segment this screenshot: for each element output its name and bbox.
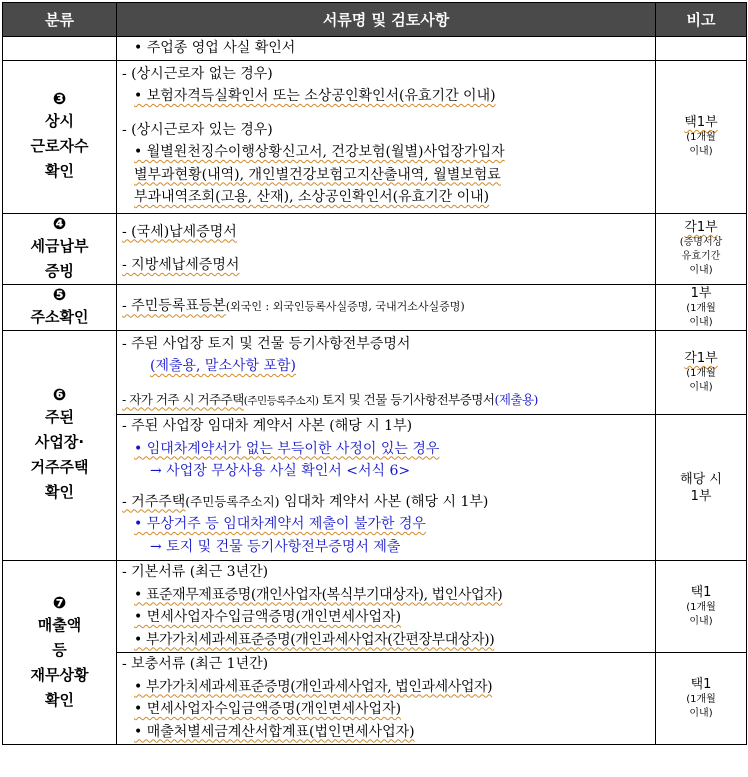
remark-cell-empty [656, 37, 747, 61]
header-remarks: 비고 [656, 3, 747, 37]
documents-cell-sec5 [117, 284, 656, 330]
remark-sub: 유효기간 [681, 251, 721, 262]
doc-line: - 거주주택 [122, 493, 186, 510]
doc-line: - 자가 거주 시 거주주택 [122, 391, 244, 407]
category-title-line: 상시 [45, 112, 74, 130]
table-row-sec3 [3, 60, 747, 213]
doc-line: - 보충서류 (최근 1년간) [122, 656, 269, 672]
remark-main: 각1부 [684, 220, 718, 235]
doc-line: • 표준재무제표증명(개인사업자(복식부기대상자), 법인사업자) [134, 586, 503, 603]
doc-line: - 주민등록표등본 [122, 298, 226, 315]
doc-line: • 매출처별세금계산서합계표(법인면세사업자) [134, 723, 415, 740]
doc-line: (제출용) [494, 391, 538, 407]
category-cell-sec6 [3, 330, 117, 561]
doc-line: - 지방세납세증명서 [122, 257, 240, 273]
remark-sub: (1개월 [686, 367, 716, 379]
remark-sub: 이내) [689, 265, 713, 276]
category-title-line: 재무상황 [30, 665, 89, 684]
remark-sub: 이내) [689, 146, 713, 157]
category-cell-sec3 [3, 60, 117, 213]
doc-line: - 주된 사업장 토지 및 건물 등기사항전부증명서 [122, 335, 411, 352]
documents-cell-sec3 [117, 60, 656, 213]
document-table [2, 2, 747, 745]
doc-line-note: (주민등록주소지) [243, 394, 319, 407]
table-row-sec7a [3, 561, 747, 653]
category-cell-sec4 [3, 213, 117, 284]
category-title-line: 확인 [45, 162, 74, 180]
doc-line: • 임대차계약서가 없는 부득이한 사정이 있는 경우 [134, 440, 440, 457]
remark-sub: 이내) [689, 616, 713, 627]
circled-number-5: ❺ [52, 284, 67, 304]
remark-sub: (1개월 [686, 132, 716, 143]
table-row-sec4 [3, 213, 747, 284]
header-category: 분류 [3, 3, 117, 37]
circled-number-4: ❹ [52, 213, 67, 233]
remark-cell-sec7a [656, 561, 747, 653]
doc-line-note: (주민등록주소지) [185, 493, 280, 509]
doc-line: 별부과현황(내역), 개인별건강보험고지산출내역, 월별보험료 [134, 166, 501, 183]
category-cell-empty [3, 37, 117, 61]
doc-line-note: (외국인 : 외국인등록사실증명, 국내거소사실증명) [225, 300, 465, 314]
doc-line: - 주된 사업장 임대차 계약서 사본 (해당 시 1부) [122, 418, 413, 434]
doc-line: → 토지 및 건물 등기사항전부증명서 제출 [150, 538, 401, 555]
remark-cell-sec6a [656, 330, 747, 415]
doc-line: • 부가가치세과세표준증명(개인과세사업자, 법인과세사업자) [134, 678, 493, 695]
remark-main: 택1부 [684, 115, 718, 130]
category-title-line: 거주주택 [30, 458, 89, 477]
table-header-row [3, 3, 747, 37]
doc-line: • 무상거주 등 임대차계약서 제출이 불가한 경우 [134, 516, 426, 532]
doc-line: • 주업종 영업 사실 확인서 [134, 40, 296, 56]
table-row-sec6a [3, 330, 747, 415]
documents-cell-sec6a [117, 330, 656, 415]
remark-cell-sec4 [656, 213, 747, 284]
remark-sub: (증명서상 [679, 237, 723, 248]
remark-sub: (1개월 [686, 694, 716, 705]
remark-main: 각1부 [684, 350, 718, 366]
remark-main: 해당 시 [680, 471, 722, 487]
documents-cell-sec7b [117, 653, 656, 745]
remark-cell-sec7b [656, 653, 747, 745]
doc-line: 부과내역조회(고용, 산재), 소상공인확인서(유효기간 이내) [134, 189, 490, 205]
remark-main: 1부 [690, 285, 712, 301]
remark-sub: 이내) [689, 708, 713, 719]
remark-cell-sec5 [656, 284, 747, 330]
doc-line: • 월별원천징수이행상황신고서, 건강보험(월별)사업장가입자 [134, 144, 505, 160]
category-cell-sec7 [3, 561, 117, 745]
doc-line: 임대차 계약서 사본 (해당 시 1부) [279, 493, 489, 510]
doc-line: • 보험자격득실확인서 또는 소상공인확인서(유효기간 이내) [134, 88, 496, 104]
category-title-line: 사업장· [34, 433, 85, 452]
circled-number-6: ❻ [52, 385, 67, 405]
category-cell-sec5 [3, 284, 117, 330]
header-documents: 서류명 및 검토사항 [117, 3, 656, 37]
documents-cell-sec7a [117, 561, 656, 653]
remark-main: 택1 [690, 585, 712, 600]
documents-cell-sec4 [117, 213, 656, 284]
circled-number-7: ❼ [52, 592, 67, 612]
doc-line: - 기본서류 (최근 3년간) [122, 564, 269, 580]
remark-main: 1부 [690, 488, 712, 504]
table-row-continuation [3, 37, 747, 61]
category-title-line: 주소확인 [30, 307, 89, 326]
remark-cell-sec3 [656, 60, 747, 213]
category-title-line: 등 [52, 640, 67, 659]
doc-line: • 부가가치세과세표준증명(개인과세사업자(간편장부대상자)) [134, 631, 495, 648]
remark-sub: (1개월 [686, 302, 716, 314]
remark-cell-sec6b [656, 415, 747, 561]
category-title-line: 증빙 [45, 261, 74, 280]
category-title-line: 주된 [45, 408, 74, 427]
documents-cell-sec6b [117, 415, 656, 561]
doc-line: - (국세)납세증명서 [122, 223, 237, 240]
doc-line: • 면세사업자수입금액증명(개인면세사업자) [134, 609, 402, 625]
doc-line: - (상시근로자 없는 경우) [122, 65, 273, 82]
category-title-line: 확인 [45, 690, 74, 709]
doc-line: 토지 및 건물 등기사항전부증명서 [318, 391, 495, 407]
doc-line: • 면세사업자수입금액증명(개인면세사업자) [134, 701, 402, 717]
circled-number-3: ❸ [52, 89, 67, 108]
remark-main: 택1 [690, 677, 712, 692]
doc-line: → 사업장 무상사용 사실 확인서 <서식 6> [150, 463, 411, 479]
category-title-line: 근로자수 [30, 137, 89, 155]
category-title-line: 매출액 [37, 615, 82, 634]
doc-line: - (상시근로자 있는 경우) [122, 121, 273, 138]
remark-sub: 이내) [689, 381, 713, 393]
category-title-line: 세금납부 [30, 236, 89, 255]
remark-sub: (1개월 [686, 602, 716, 613]
doc-line: (제출용, 말소사항 포함) [150, 358, 296, 374]
category-title-line: 확인 [45, 483, 74, 502]
remark-sub: 이내) [689, 316, 713, 328]
table-row-sec5 [3, 284, 747, 330]
